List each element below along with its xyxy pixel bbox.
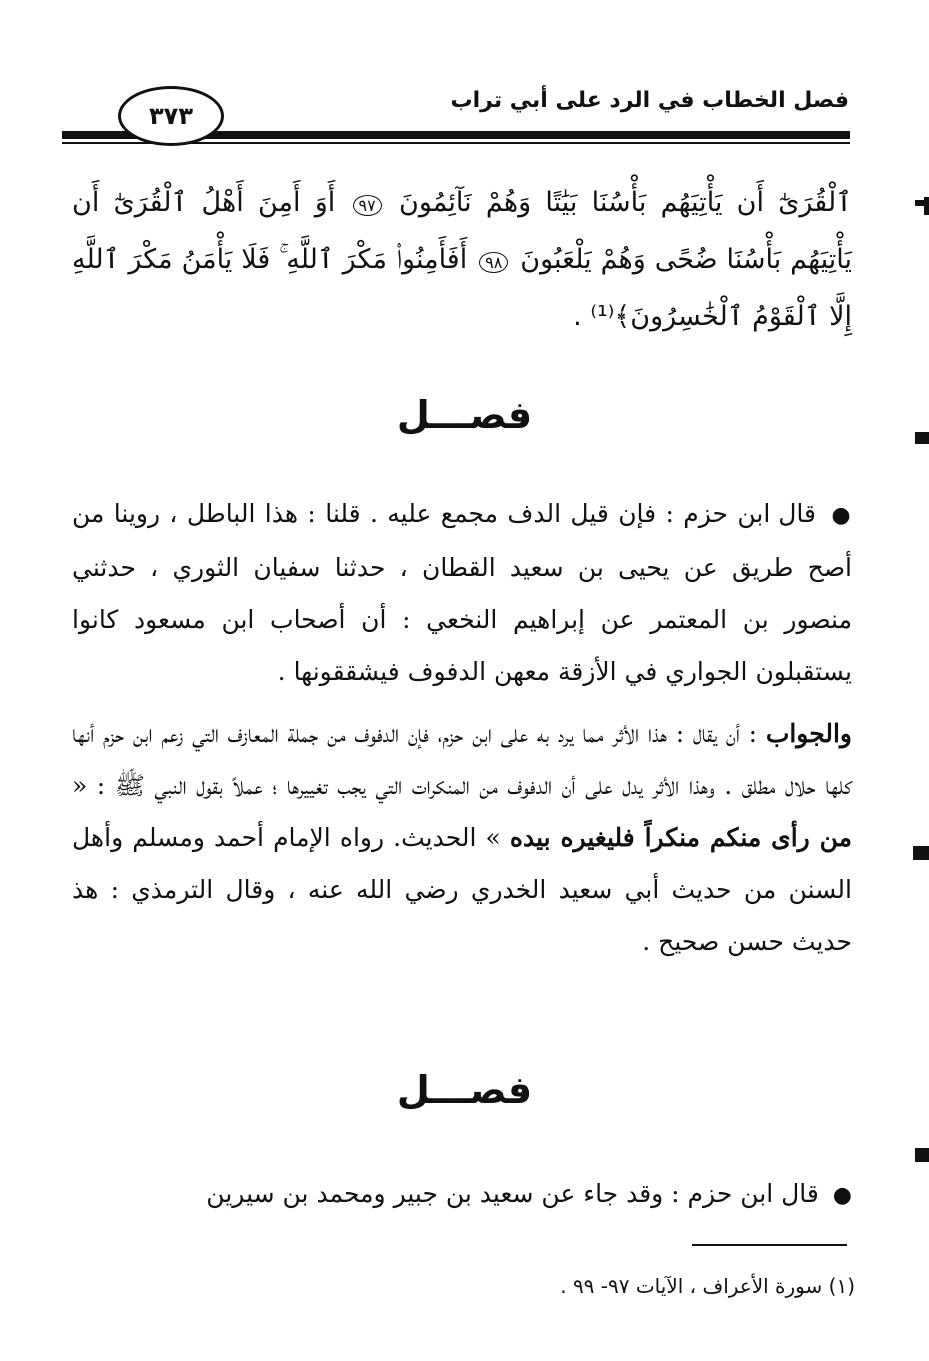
hadith-quote: من رأى منكم منكراً فليغيره بيده <box>509 823 852 852</box>
section-heading: فصـــل <box>396 1068 533 1112</box>
paragraph-text: : أن يقال : هذا الأثر مما يرد به على ابن حزم، فإن الدفوف من جملة المعازف التي زعم ابن حزم أنها كلها حلال مطلق . وهذا الأثر يدل على أن الدفوف من المنكرات التي يجب تغييرها ؛ عملاً بقول النبي ﷺ : « <box>72 719 852 800</box>
paragraph-text: قال ابن حزم : وقد جاء عن سعيد بن جبير ومحمد بن سيرين <box>206 1179 819 1208</box>
paragraph <box>72 1168 852 1222</box>
quran-passage <box>72 176 852 344</box>
section-heading: فصـــل <box>396 393 533 437</box>
bullet-icon: ● <box>832 1183 852 1208</box>
ayah-number: ٩٧ <box>353 195 382 216</box>
quran-closing: ﴾⁽¹⁾ . <box>573 301 631 332</box>
running-header-title: فصل الخطاب في الرد على أبي تراب <box>450 88 849 113</box>
paragraph <box>72 708 852 968</box>
quran-line: ٱلْقُرَىٰٓ أَن يَأْتِيَهُم بَأْسُنَا بَيَٰتًا وَهُمْ نَآئِمُونَ <box>398 187 852 218</box>
paragraph-text: » الحديث. رواه الإمام أحمد ومسلم وأهل السنن من حديث أبي سعيد الخدري رضي الله عنه ، وقال الترمذي : هذ حديث حسن صحيح . <box>72 823 852 956</box>
margin-mark <box>913 846 929 860</box>
quran-line: أَفَأَمِنُوا۟ مَكْرَ ٱللَّهِ ۚ فَلَا يَأْمَنُ مَكْرَ ٱللَّهِ إِلَّا ٱلْقَوْمُ ٱلْخَٰسِرُونَ <box>72 244 852 332</box>
answer-lead: والجواب <box>765 719 852 748</box>
margin-mark <box>924 197 929 215</box>
footnote: (١) سورة الأعراف ، الآيات ٩٧- ٩٩ . <box>560 1274 855 1298</box>
margin-mark <box>915 1148 929 1162</box>
bullet-icon: ● <box>831 503 852 528</box>
quran-line: أَوَ أَمِنَ أَهْلُ ٱلْقُرَىٰٓ أَن يَأْتِيَهُم بَأْسُنَا ضُحًى وَهُمْ يَلْعَبُونَ <box>72 187 852 275</box>
page-number: ٣٧٣ <box>149 102 193 130</box>
paragraph <box>72 488 852 698</box>
page-number-badge <box>118 86 224 146</box>
footnote-rule <box>692 1244 847 1246</box>
ayah-number: ٩٨ <box>479 252 508 273</box>
paragraph-text: قال ابن حزم : فإن قيل الدف مجمع عليه . قلنا : هذا الباطل ، روينا من أصح طريق عن يحيى بن سعيد القطان ، حدثنا سفيان الثوري ، حدثني منصور بن المعتمر عن إبراهيم النخعي : أن أصحاب ابن مسعود كانوا يستقبلون الجواري في الأزقة معهن الدفوف فيشققونها . <box>72 499 852 686</box>
